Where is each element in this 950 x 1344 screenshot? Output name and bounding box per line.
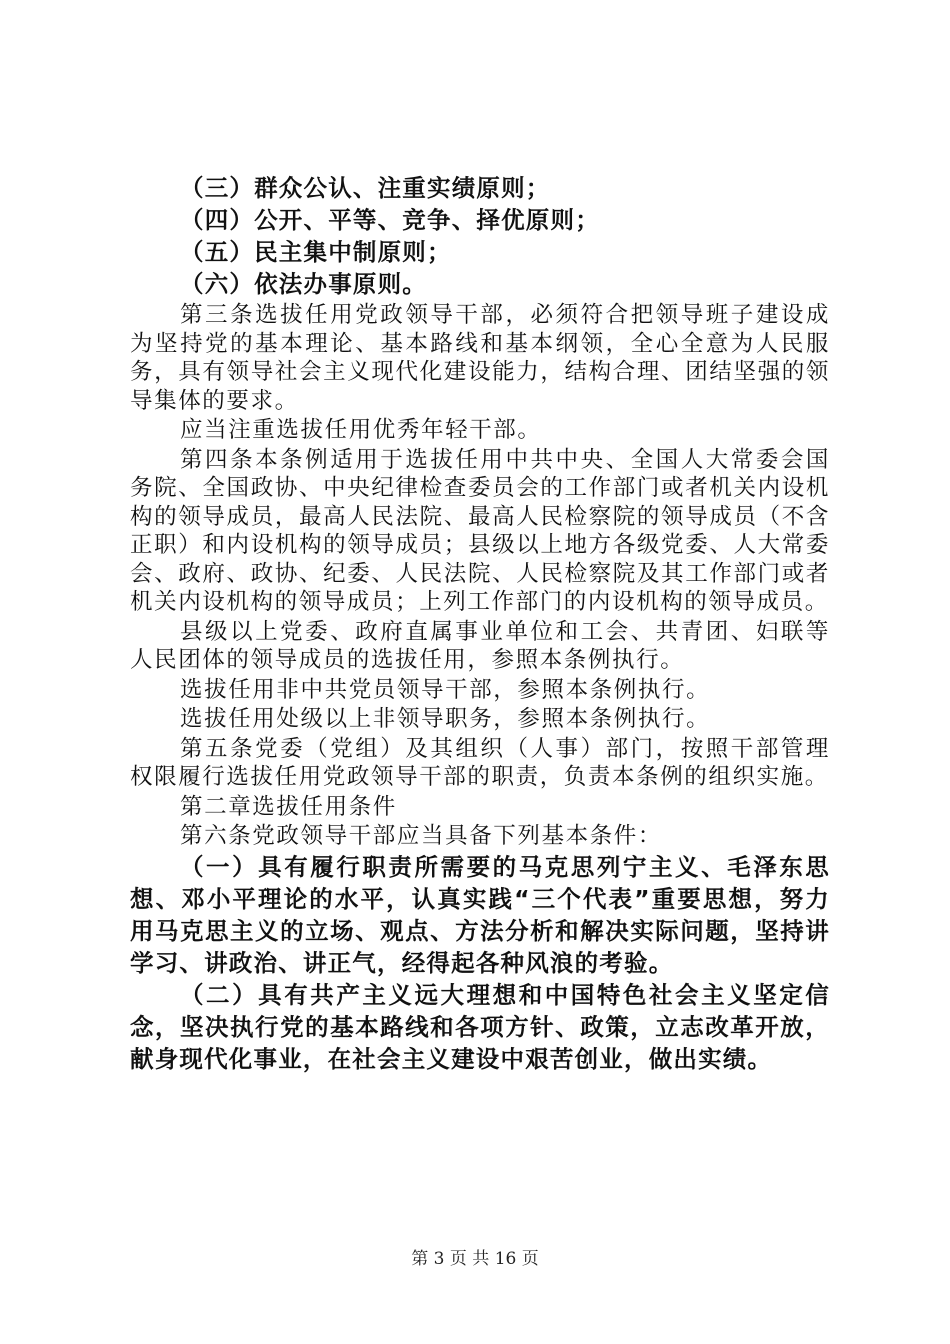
article-3-note: 应当注重选拔任用优秀年轻干部。 bbox=[180, 417, 542, 443]
principle-item-3: （三）群众公认、注重实绩原则； bbox=[180, 174, 551, 202]
principle-item-4: （四）公开、平等、竞争、择优原则； bbox=[180, 206, 600, 234]
document-body bbox=[130, 172, 830, 1075]
article-6-paragraph: 第六条党政领导干部应当具备下列基本条件： bbox=[180, 823, 663, 849]
article-4-supplement-3: 选拔任用处级以上非领导职务，参照本条例执行。 bbox=[180, 706, 711, 732]
chapter-2-heading: 第二章选拔任用条件 bbox=[180, 793, 397, 820]
principle-item-5: （五）民主集中制原则； bbox=[180, 238, 452, 266]
article-4-supplement-2: 选拔任用非中共党员领导干部，参照本条例执行。 bbox=[180, 676, 711, 703]
article-4-paragraph: 第四条本条例适用于选拔任用中共中央、全国人大常委会国务院、全国政协、中央纪律检查委员会的工作部门或者机关内设机构的领导成员，最高人民法院、最高人民检察院的领导成员（不含正职）和内设机构的领导成员；县级以上地方各级党委、人大常委会、政府、政协、纪委、人民法院、人民检察院及其工作部门或者机关内设机构的领导成员；上列工作部门的内设机构的领导成员。 bbox=[130, 446, 830, 615]
article-5-paragraph: 第五条党委（党组）及其组织（人事）部门，按照干部管理权限履行选拔任用党政领导干部的职责，负责本条例的组织实施。 bbox=[130, 735, 830, 790]
condition-item-2: （二）具有共产主义远大理想和中国特色社会主义坚定信念，坚决执行党的基本路线和各项方针、政策，立志改革开放，献身现代化事业，在社会主义建设中艰苦创业，做出实绩。 bbox=[130, 980, 830, 1073]
article-4-supplement-1: 县级以上党委、政府直属事业单位和工会、共青团、妇联等人民团体的领导成员的选拔任用，参照本条例执行。 bbox=[130, 618, 830, 673]
principle-item-6: （六）依法办事原则。 bbox=[180, 270, 427, 298]
page-number-footer: 第 3 页 共 16 页 bbox=[411, 1249, 539, 1269]
article-3-paragraph: 第三条选拔任用党政领导干部，必须符合把领导班子建设成为坚持党的基本理论、基本路线和基本纲领，全心全意为人民服务，具有领导社会主义现代化建设能力，结构合理、团结坚强的领导集体的要求。 bbox=[130, 302, 830, 414]
condition-item-1: （一）具有履行职责所需要的马克思列宁主义、毛泽东思想、邓小平理论的水平，认真实践“三个代表”重要思想，努力用马克思主义的立场、观点、方法分析和解决实际问题，坚持讲学习、讲政治、讲正气，经得起各种风浪的考验。 bbox=[130, 852, 830, 977]
